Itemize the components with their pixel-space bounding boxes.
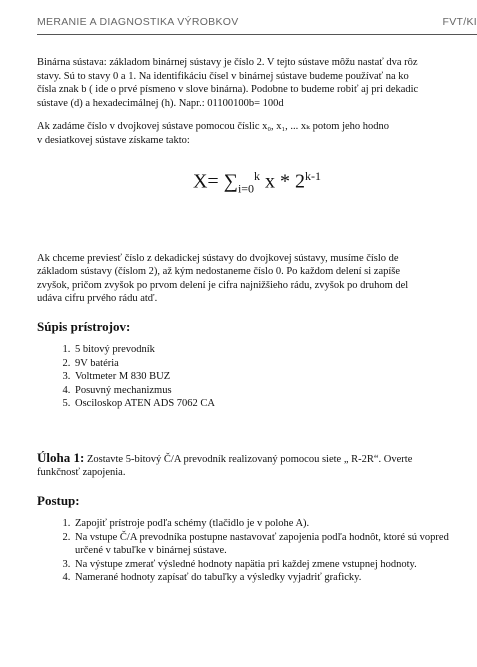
dec-to-bin-line: udáva cifru prvého rádu atď. xyxy=(37,293,158,305)
decimal-to-binary-paragraph xyxy=(37,252,477,306)
list-item: 2. Na vstupe Č/A prevodníka postupne nastavovať zapojenia podľa hodnôt, ktoré sú vopred určené v tabuľke v binárnej sústave. xyxy=(73,531,475,558)
intro-line: Binárna sústava: základom binárnej sústavy je číslo 2. V tejto sústave môžu nastať dva rôz xyxy=(37,57,418,68)
formula-sum-symbol: ∑ xyxy=(223,170,238,193)
intro-line: sústave (d) a hexadecimálnej (h). Napr.: 01100100b= 100d xyxy=(37,97,284,109)
dec-to-bin-line: základom sústavy (číslom 2), až kým nedostaneme číslo 0. Po každom delení si zapíše xyxy=(37,266,401,278)
list-item: 3. Voltmeter M 830 BUZ xyxy=(73,370,477,384)
task-line: funkčnosť zapojenia. xyxy=(37,467,126,479)
formula-sum-upper: k xyxy=(254,169,261,183)
conversion-intro-paragraph xyxy=(37,120,477,147)
list-item: 5. Osciloskop ATEN ADS 7062 CA xyxy=(73,397,477,411)
formula-exponent: k-1 xyxy=(305,169,322,183)
page-header xyxy=(37,16,477,32)
procedure-heading: Postup: xyxy=(37,492,80,508)
task-paragraph xyxy=(37,451,477,480)
header-course-title: MERANIE A DIAGNOSTIKA VÝROBKOV xyxy=(37,16,239,28)
header-rule xyxy=(37,34,477,35)
instruments-heading: Súpis prístrojov: xyxy=(37,318,131,334)
formula-sum-lower: i=0 xyxy=(237,181,255,196)
task-line: Zostavte 5-bitový Č/A prevodník realizovaný pomocou siete „ R-2R“. Overte xyxy=(86,453,413,465)
conversion-intro-line: Ak zadáme číslo v dvojkovej sústave pomocou číslic x₀, x₁, ... xₖ potom jeho hodno xyxy=(37,121,390,132)
list-item: 2. 9V batéria xyxy=(73,357,477,371)
list-item: 4. Namerané hodnoty zapísať do tabuľky a výsledky vyjadriť graficky. xyxy=(73,571,475,585)
list-item: 4. Posuvný mechanizmus xyxy=(73,384,477,398)
dec-to-bin-line: zvyšok, pričom zvyšok po prvom delení je cifra najnižšieho rádu, zvyšok po druhom del xyxy=(37,279,409,291)
list-item: 1. Zapojiť prístroje podľa schémy (tlačidlo je v polohe A). xyxy=(73,517,475,531)
conversion-intro-line: v desiatkovej sústave získame takto: xyxy=(37,134,190,146)
task-label: Úloha 1: xyxy=(37,449,85,465)
list-item: 3. Na výstupe zmerať výsledné hodnoty napätia pri každej zmene vstupnej hodnoty. xyxy=(73,558,475,572)
list-item: 1. 5 bitový prevodník xyxy=(73,343,477,357)
formula-body: x * 2 xyxy=(265,170,306,193)
header-department: FVT/KI xyxy=(442,16,477,28)
intro-line: čísla znak b ( ide o prvé písmeno v slove binárna). Podobne to budeme robiť aj pri dekadic xyxy=(37,84,419,95)
procedure-list xyxy=(37,517,477,585)
document-body xyxy=(37,56,477,585)
dec-to-bin-line: Ak chceme previesť číslo z dekadickej sústavy do dvojkovej sústavy, musíme číslo de xyxy=(37,252,399,264)
binary-to-decimal-formula xyxy=(37,165,477,200)
intro-line: stavy. Sú to stavy 0 a 1. Na identifikáciu čísel v binárnej sústave budeme používať na ko xyxy=(37,70,409,82)
intro-paragraph xyxy=(37,56,477,110)
formula-lhs: X= xyxy=(192,170,219,193)
instruments-list xyxy=(37,343,477,411)
